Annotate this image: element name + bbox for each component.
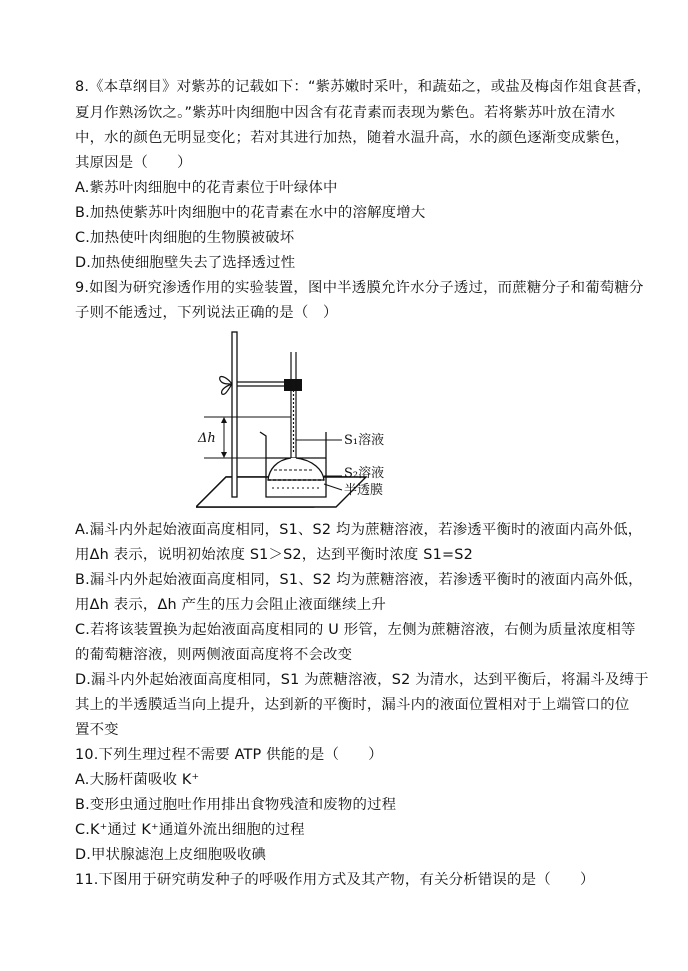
q8-option-c: C.加热使叶肉细胞的生物膜被破坏 <box>75 230 295 246</box>
q8-stem-line-3: 中，水的颜色无明显变化；若对其进行加热，随着水温升高，水的颜色逐渐变成紫色， <box>75 130 630 146</box>
q9-option-c-line-2: 的葡萄糖溶液，则两侧液面高度将不会改变 <box>75 647 353 663</box>
osmosis-apparatus-diagram <box>196 330 486 515</box>
q8-stem-line-1: 8.《本草纲目》对紫苏的记载如下：“紫苏嫩时采叶，和蔬茹之，或盐及梅卤作俎食甚香， <box>75 79 652 95</box>
funnel-bell <box>268 458 324 480</box>
q8-option-d: D.加热使细胞壁失去了选择透过性 <box>75 255 296 271</box>
q11-stem: 11.下图用于研究萌发种子的呼吸作用方式及其产物，有关分析错误的是（ ） <box>75 872 595 888</box>
membrane-label: 半透膜 <box>344 483 384 498</box>
stand-rod <box>232 332 237 497</box>
q8-option-b: B.加热使紫苏叶肉细胞中的花青素在水中的溶解度增大 <box>75 205 426 221</box>
q9-option-d-line-2: 其上的半透膜适当向上提升，达到新的平衡时，漏斗内的液面位置相对于上端管口的位 <box>75 697 630 713</box>
q9-option-d-line-1: D.漏斗内外起始液面高度相同，S1 为蔗糖溶液，S2 为清水，达到平衡后，将漏斗及缚于 <box>75 672 649 688</box>
q10-option-d: D.甲状腺滤泡上皮细胞吸收碘 <box>75 847 267 863</box>
q9-option-d-line-3: 置不变 <box>75 722 119 738</box>
q9-stem-line-2: 子则不能透过，下列说法正确的是（ ） <box>75 305 338 321</box>
q9-stem-line-1: 9.如图为研究渗透作用的实验装置，图中半透膜允许水分子透过，而蔗糖分子和葡萄糖分 <box>75 280 644 296</box>
osmosis-apparatus-figure <box>196 330 486 515</box>
q10-stem: 10.下列生理过程不需要 ATP 供能的是（ ） <box>75 747 383 763</box>
q9-option-c-line-1: C.若将该装置换为起始液面高度相同的 U 形管，左侧为蔗糖溶液，右侧为质量浓度相等 <box>75 622 636 638</box>
q10-option-c: C.K⁺通过 K⁺通道外流出细胞的过程 <box>75 822 305 838</box>
q9-option-a-line-2: 用Δh 表示，说明初始浓度 S1＞S2，达到平衡时浓度 S1=S2 <box>75 547 473 563</box>
q8-option-a: A.紫苏叶肉细胞中的花青素位于叶绿体中 <box>75 180 338 196</box>
q9-option-b-line-1: B.漏斗内外起始液面高度相同，S1、S2 均为蔗糖溶液，若渗透平衡时的液面内高外低， <box>75 572 643 588</box>
q10-option-a: A.大肠杆菌吸收 K⁺ <box>75 772 200 788</box>
q8-stem-line-2: 夏月作熟汤饮之。”紫苏叶肉细胞中因含有花青素而表现为紫色。若将紫苏叶放在清水 <box>75 105 616 121</box>
wing-screw <box>220 377 232 395</box>
q10-option-b: B.变形虫通过胞吐作用排出食物残渣和废物的过程 <box>75 797 397 813</box>
s2-solution-label: S₂溶液 <box>344 466 385 481</box>
delta-h-label: Δh <box>198 431 216 446</box>
clamp-block <box>284 379 302 391</box>
base-platform <box>196 477 366 507</box>
s1-solution-label: S₁溶液 <box>344 433 385 448</box>
q8-stem-line-4: 其原因是（ ） <box>75 155 192 171</box>
q9-option-a-line-1: A.漏斗内外起始液面高度相同，S1、S2 均为蔗糖溶液，若渗透平衡时的液面内高外低， <box>75 522 643 538</box>
q9-option-b-line-2: 用Δh 表示，Δh 产生的压力会阻止液面继续上升 <box>75 597 386 613</box>
